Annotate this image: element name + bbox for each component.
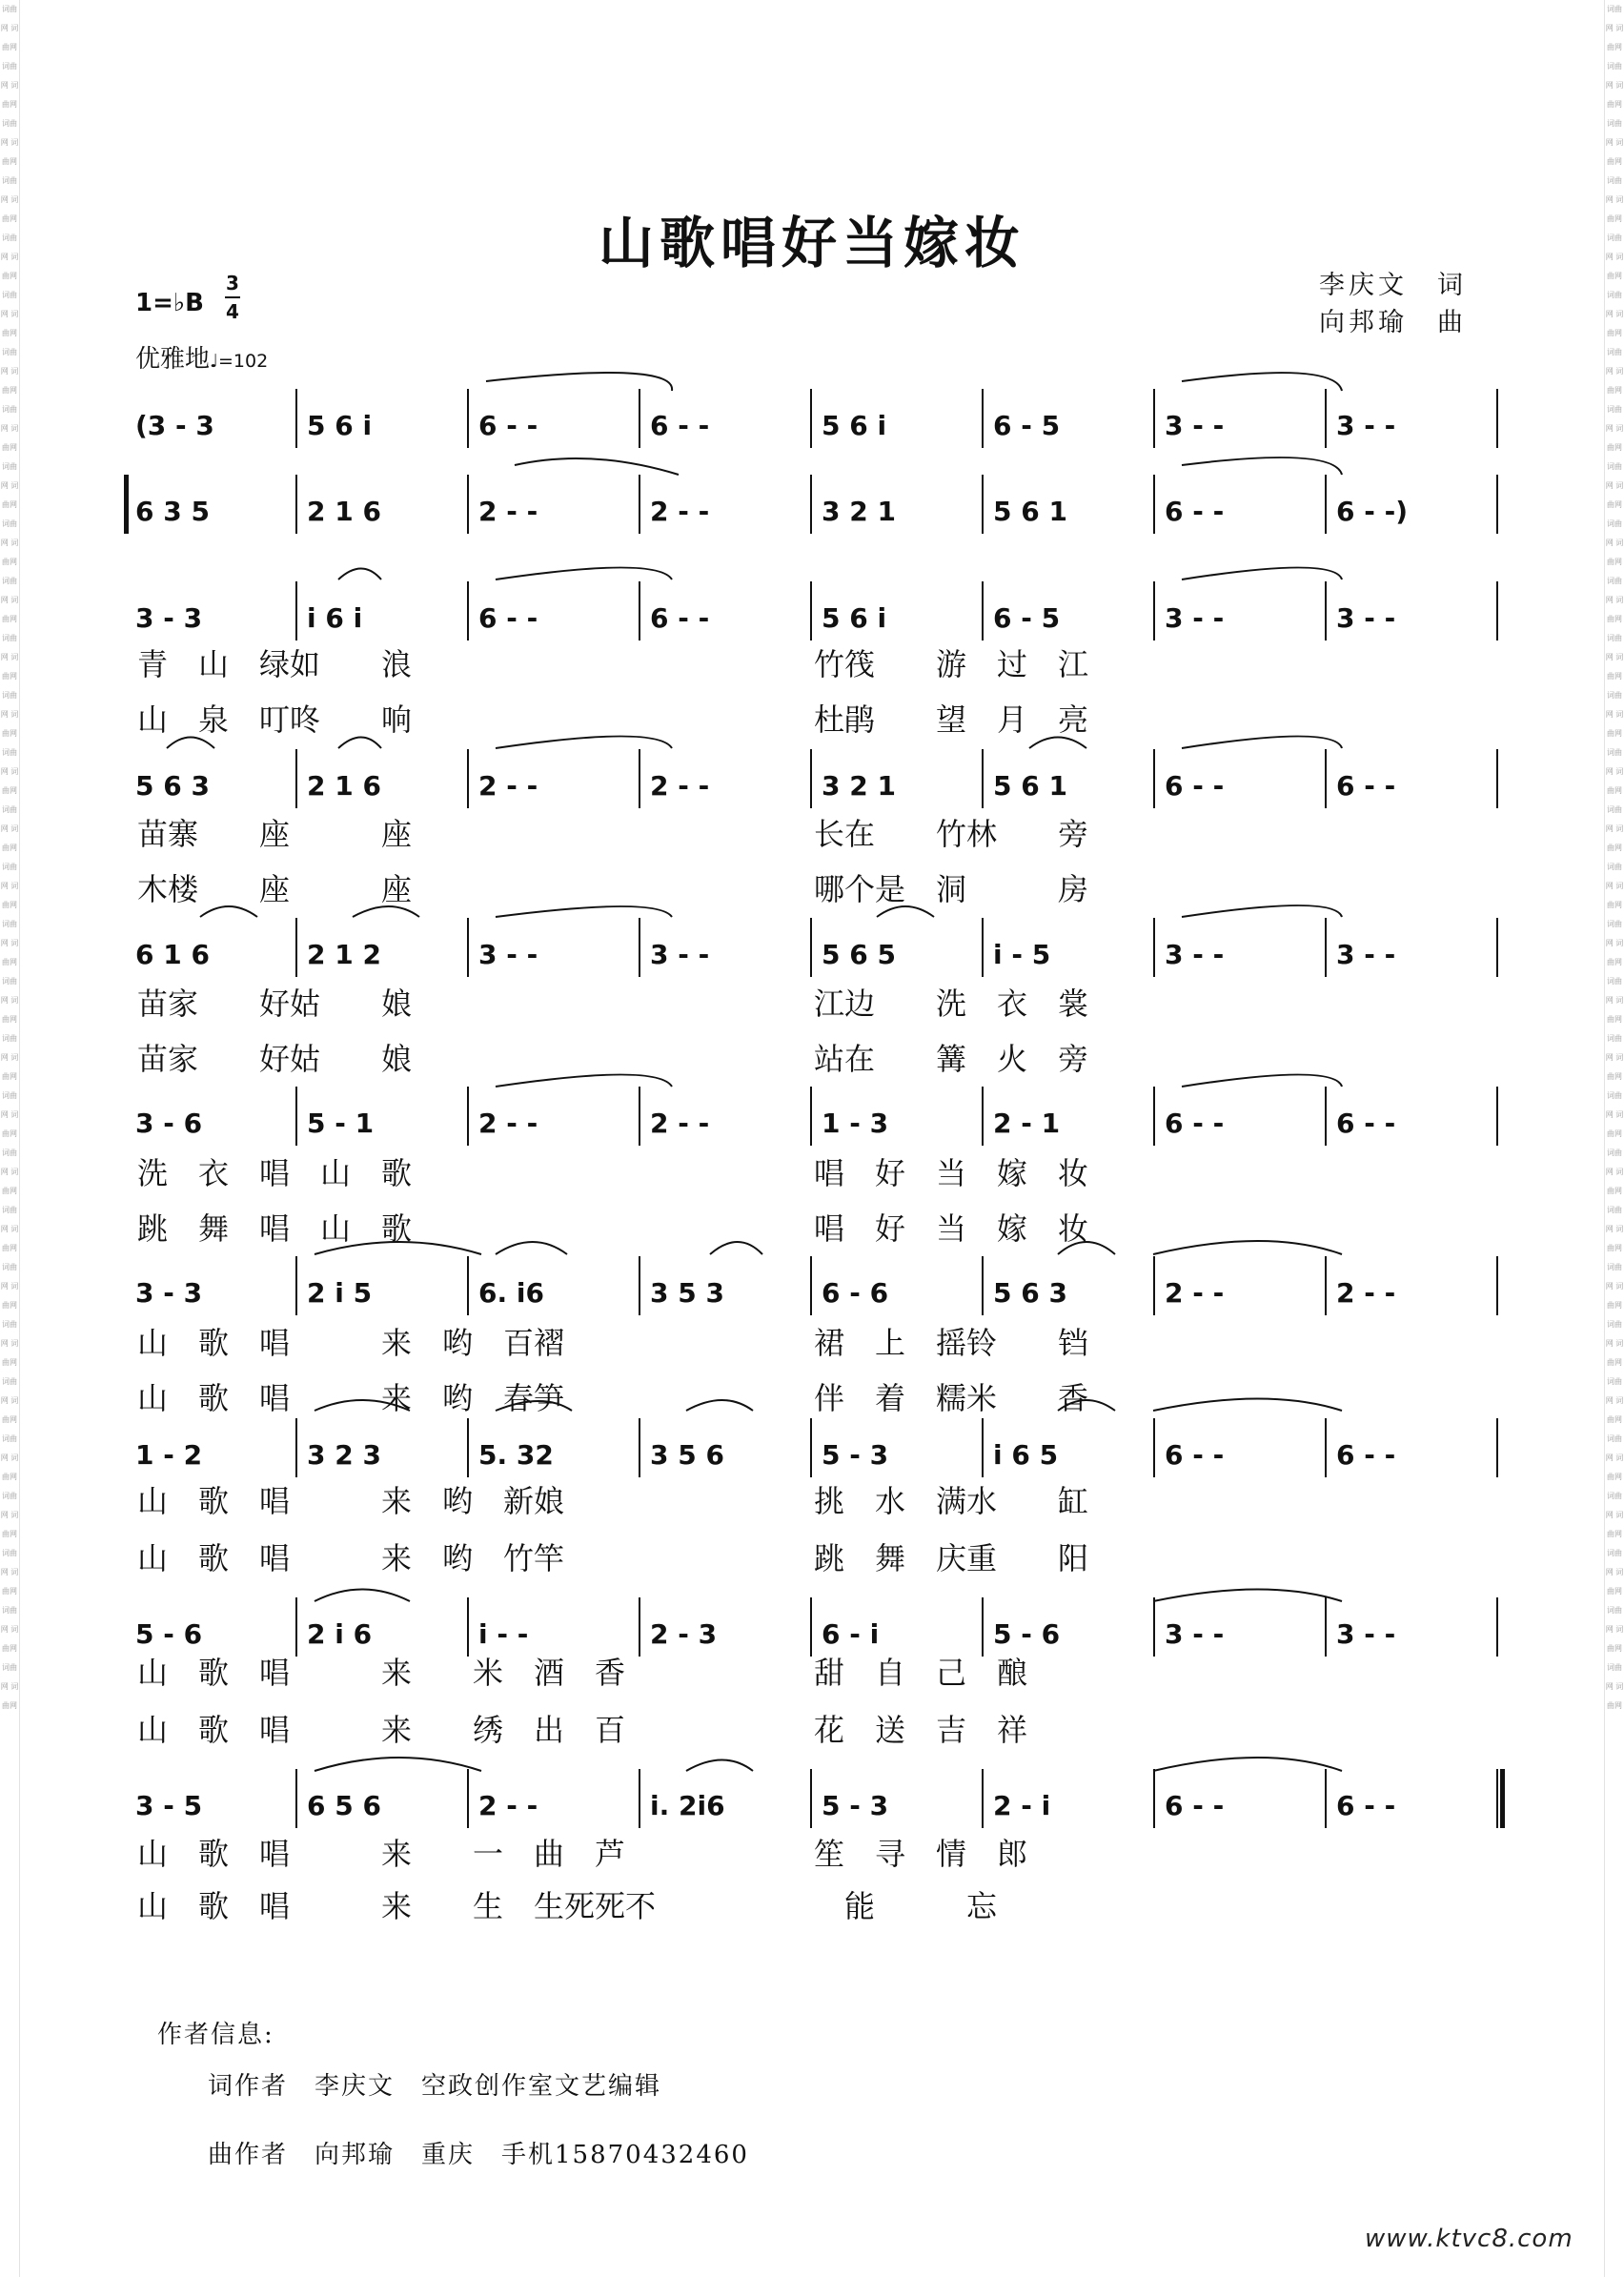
measure-notes: 2 1 2 (307, 939, 381, 970)
bar-line (1496, 389, 1498, 448)
measure-notes: 6. i6 (478, 1277, 544, 1309)
bar-line (1496, 581, 1498, 640)
bar-line (810, 1256, 812, 1315)
measure-notes: 6 - - (1336, 1439, 1396, 1471)
lyric-segment: 山 歌 唱 来 米 酒 香 (137, 1655, 626, 1691)
bar-line (467, 389, 469, 448)
measure-notes: 3 2 1 (822, 770, 896, 802)
measure-notes: 3 - - (1336, 410, 1396, 441)
bar-line (1325, 1087, 1327, 1146)
measure-notes: 3 - 5 (135, 1790, 203, 1821)
lyric-segment: 唱 好 当 嫁 妆 (814, 1210, 1089, 1247)
site-watermark: www.ktvc8.com (1365, 2225, 1573, 2253)
lyric-segment: 长在 竹林 旁 (814, 816, 1089, 852)
bar-line (810, 1418, 812, 1477)
lyric-line (124, 1319, 1496, 1359)
bar-line (295, 1769, 297, 1828)
bar-line (639, 1418, 640, 1477)
measure-notes: 5 - 6 (135, 1618, 203, 1650)
bar-line (810, 389, 812, 448)
score-row (124, 389, 1496, 456)
lyric-line (124, 640, 1496, 681)
measure-notes: 6 - - (1165, 1108, 1225, 1139)
lyric-line (124, 1205, 1496, 1245)
bar-line (295, 749, 297, 808)
measure-notes: 3 - - (1336, 1618, 1396, 1650)
bar-line (982, 1256, 984, 1315)
measure-notes: i - - (478, 1618, 529, 1650)
lyric-line (124, 1830, 1496, 1870)
bar-line (982, 581, 984, 640)
bar-line (1325, 581, 1327, 640)
measure-notes: 2 i 5 (307, 1277, 373, 1309)
bar-line (1325, 389, 1327, 448)
bar-line (639, 475, 640, 534)
measure-notes: 2 - i (993, 1790, 1051, 1821)
lyric-line (124, 1149, 1496, 1189)
bar-line (639, 918, 640, 977)
lyric-segment: 山 歌 唱 来 哟 竹竿 (137, 1540, 565, 1576)
measure-notes: 3 - 3 (135, 602, 203, 634)
measure-notes: 6 - - (1165, 1790, 1225, 1821)
measure-notes: i. 2i6 (650, 1790, 725, 1821)
lyric-line (124, 810, 1496, 850)
composer-info-line: 曲作者 向邦瑜 重庆 手机15870432460 (208, 2141, 749, 2169)
bar-line (1153, 581, 1155, 640)
measure-notes: 6 - - (1165, 496, 1225, 527)
measure-notes: 2 - - (478, 1108, 538, 1139)
bar-line (639, 1256, 640, 1315)
bar-line (1153, 389, 1155, 448)
lyric-segment: 裙 上 摇铃 铛 (814, 1325, 1089, 1361)
bar-line (982, 918, 984, 977)
lyric-line (124, 1035, 1496, 1075)
bar-line (1325, 1597, 1327, 1657)
lyric-segment: 苗寨 座 座 (137, 816, 413, 852)
bar-line (1325, 749, 1327, 808)
measure-notes: 3 - - (1336, 602, 1396, 634)
bar-line (982, 749, 984, 808)
bar-line (982, 1418, 984, 1477)
lyric-segment: 笙 寻 情 郎 (814, 1836, 1028, 1872)
measure-notes: i - 5 (993, 939, 1051, 970)
bar-line (1153, 475, 1155, 534)
lyric-segment: 站在 篝 火 旁 (814, 1041, 1089, 1077)
lyric-line (124, 1882, 1496, 1922)
bar-line (982, 1769, 984, 1828)
left-watermark-strip: 词曲网 词曲网 词曲网 词曲网 词曲网 词曲网 词曲网 词曲网 词曲网 词曲网 词曲网 词曲网 词曲网 词曲网 词曲网 词曲网 词曲网 词曲网 词曲网 词曲网 词曲网 词曲网 词曲网 词曲网 词曲网 词曲网 词曲网 词曲网 词曲网 词曲网 词曲网 词曲网 词曲网 词曲网 词曲网 词曲网 词曲网 词曲网 词曲网 词曲网 词曲网 词曲网 词曲网 词曲网 词曲网 词曲网 词曲网 词曲网 词曲网 词曲网 词曲网 词曲网 词曲网 词曲网 词曲网 词曲网 词曲网 词曲网 词曲网 词曲网 (0, 0, 20, 2277)
measure-notes: 3 - - (1165, 602, 1225, 634)
bar-line (810, 475, 812, 534)
bar-line (295, 475, 297, 534)
measure-notes: 2 - - (478, 496, 538, 527)
measure-notes: 1 - 3 (822, 1108, 889, 1139)
bar-line (1496, 1597, 1498, 1657)
measure-notes: (3 - 3 (135, 410, 214, 441)
lyric-line (124, 1374, 1496, 1414)
lyric-segment: 山 歌 唱 来 哟 百褶 (137, 1325, 565, 1361)
bar-line (810, 918, 812, 977)
lyric-segment: 竹筏 游 过 江 (814, 646, 1089, 682)
bar-line (467, 475, 469, 534)
lyric-segment: 唱 好 当 嫁 妆 (814, 1155, 1089, 1191)
measure-notes: 3 2 3 (307, 1439, 381, 1471)
bar-line (639, 581, 640, 640)
lyric-line (124, 865, 1496, 905)
measure-notes: 2 - - (650, 770, 710, 802)
lyric-segment: 花 送 吉 祥 (814, 1712, 1028, 1748)
measure-notes: 2 - - (1336, 1277, 1396, 1309)
bar-line (1325, 1418, 1327, 1477)
bar-line (982, 1087, 984, 1146)
bar-line (467, 1597, 469, 1657)
bar-line (295, 1597, 297, 1657)
measure-notes: 5 6 3 (135, 770, 210, 802)
bar-line (639, 389, 640, 448)
repeat-bar (124, 475, 129, 534)
bar-line (467, 1418, 469, 1477)
bar-line (639, 1087, 640, 1146)
bar-line (639, 749, 640, 808)
composer-credit: 向邦瑜 曲 (1319, 308, 1467, 337)
bar-line (1496, 749, 1498, 808)
measure-notes: 5 6 1 (993, 496, 1067, 527)
measure-notes: 5. 32 (478, 1439, 554, 1471)
lyric-line (124, 1535, 1496, 1575)
bar-line (1496, 1769, 1498, 1828)
bar-line (467, 749, 469, 808)
bar-line (295, 918, 297, 977)
lyric-line (124, 980, 1496, 1020)
measure-notes: 2 - - (478, 1790, 538, 1821)
measure-notes: 5 6 i (822, 602, 887, 634)
bar-line (1325, 918, 1327, 977)
lyric-segment: 跳 舞 庆重 阳 (814, 1540, 1089, 1576)
bar-line (810, 1087, 812, 1146)
lyric-segment: 江边 洗 衣 裳 (814, 986, 1089, 1022)
bar-line (1325, 475, 1327, 534)
bar-line (467, 1769, 469, 1828)
measure-notes: 3 5 3 (650, 1277, 724, 1309)
bar-line (467, 1256, 469, 1315)
bar-line (810, 1597, 812, 1657)
measure-notes: 5 - 3 (822, 1790, 889, 1821)
measure-notes: 6 - - (1336, 1108, 1396, 1139)
lyric-segment: 苗家 好姑 娘 (137, 1041, 413, 1077)
measure-notes: 3 - - (1165, 410, 1225, 441)
measure-notes: 5 6 5 (822, 939, 896, 970)
lyric-segment: 挑 水 满水 缸 (814, 1483, 1089, 1519)
score-row (124, 918, 1496, 985)
measure-notes: 3 - - (1165, 1618, 1225, 1650)
bar-line (1325, 1769, 1327, 1828)
bar-line (810, 749, 812, 808)
measure-notes: 3 - - (1165, 939, 1225, 970)
bar-line (639, 1597, 640, 1657)
bar-line (1153, 1256, 1155, 1315)
measure-notes: 2 - - (478, 770, 538, 802)
measure-notes: i 6 i (307, 602, 363, 634)
bar-line (295, 1256, 297, 1315)
score-row (124, 749, 1496, 816)
measure-notes: 6 - - (1336, 770, 1396, 802)
measure-notes: 2 - 1 (993, 1108, 1061, 1139)
meter-top: 3 (226, 272, 239, 295)
song-title: 山歌唱好当嫁妆 (598, 211, 1025, 275)
lyric-segment: 青 山 绿如 浪 (137, 646, 413, 682)
bar-line (467, 581, 469, 640)
measure-notes: 6 - - (650, 602, 710, 634)
bar-line (1153, 1597, 1155, 1657)
key-signature: 1=♭B (135, 289, 204, 317)
author-info-heading: 作者信息: (157, 2021, 274, 2049)
bar-line (1153, 918, 1155, 977)
lyric-segment: 山 泉 叮咚 响 (137, 701, 413, 738)
bar-line (467, 918, 469, 977)
tempo-value: ♩=102 (210, 351, 269, 372)
measure-notes: 5 6 i (307, 410, 373, 441)
score-row (124, 1256, 1496, 1323)
lyric-segment: 洗 衣 唱 山 歌 (137, 1155, 413, 1191)
bar-line (810, 1769, 812, 1828)
measure-notes: 2 - - (650, 1108, 710, 1139)
measure-notes: 5 6 1 (993, 770, 1067, 802)
measure-notes: 6 - - (1165, 1439, 1225, 1471)
bar-line (1153, 1769, 1155, 1828)
lyric-segment: 山 歌 唱 来 生 生死死不 (137, 1888, 657, 1924)
measure-notes: 5 - 3 (822, 1439, 889, 1471)
right-watermark-strip: 词曲网 词曲网 词曲网 词曲网 词曲网 词曲网 词曲网 词曲网 词曲网 词曲网 词曲网 词曲网 词曲网 词曲网 词曲网 词曲网 词曲网 词曲网 词曲网 词曲网 词曲网 词曲网 词曲网 词曲网 词曲网 词曲网 词曲网 词曲网 词曲网 词曲网 词曲网 词曲网 词曲网 词曲网 词曲网 词曲网 词曲网 词曲网 词曲网 词曲网 词曲网 词曲网 词曲网 词曲网 词曲网 词曲网 词曲网 词曲网 词曲网 词曲网 词曲网 词曲网 词曲网 词曲网 词曲网 词曲网 词曲网 词曲网 词曲网 词曲网 (1604, 0, 1624, 2277)
measure-notes: 3 5 6 (650, 1439, 724, 1471)
measure-notes: 6 - - (478, 410, 538, 441)
measure-notes: 6 - -) (1336, 496, 1409, 527)
bar-line (295, 1087, 297, 1146)
measure-notes: 2 - 3 (650, 1618, 718, 1650)
measure-notes: 6 - i (822, 1618, 880, 1650)
bar-line (1496, 475, 1498, 534)
tempo-marking (135, 339, 268, 375)
measure-notes: i 6 5 (993, 1439, 1059, 1471)
measure-notes: 2 1 6 (307, 770, 381, 802)
measure-notes: 6 - - (1336, 1790, 1396, 1821)
lyric-line (124, 1649, 1496, 1689)
bar-line (295, 389, 297, 448)
lyric-segment: 能 忘 (814, 1888, 998, 1924)
score-row (124, 475, 1496, 541)
lyricist-credit: 李庆文 词 (1319, 271, 1467, 300)
bar-line (1496, 1087, 1498, 1146)
measure-notes: 2 - - (1165, 1277, 1225, 1309)
bar-line (295, 581, 297, 640)
measure-notes: 5 - 1 (307, 1108, 375, 1139)
lyric-line (124, 1706, 1496, 1746)
measure-notes: 5 6 i (822, 410, 887, 441)
measure-notes: 3 - - (1336, 939, 1396, 970)
measure-notes: 6 - 5 (993, 602, 1061, 634)
measure-notes: 3 - 6 (135, 1108, 203, 1139)
measure-notes: 5 6 3 (993, 1277, 1067, 1309)
bar-line (982, 389, 984, 448)
measure-notes: 2 i 6 (307, 1618, 373, 1650)
bar-line (1496, 1418, 1498, 1477)
lyric-segment: 山 歌 唱 来 一 曲 芦 (137, 1836, 626, 1872)
tempo-text: 优雅地 (135, 345, 211, 374)
bar-line (810, 581, 812, 640)
measure-notes: 6 - 6 (822, 1277, 889, 1309)
measure-notes: 6 - - (478, 602, 538, 634)
bar-line (1153, 749, 1155, 808)
bar-line (1496, 1256, 1498, 1315)
bar-line (1325, 1256, 1327, 1315)
score-row (124, 1769, 1496, 1836)
score-row (124, 1087, 1496, 1153)
measure-notes: 1 - 2 (135, 1439, 203, 1471)
measure-notes: 6 1 6 (135, 939, 210, 970)
bar-line (982, 1597, 984, 1657)
score-row (124, 581, 1496, 648)
measure-notes: 6 3 5 (135, 496, 210, 527)
measure-notes: 6 - - (650, 410, 710, 441)
bar-line (1153, 1087, 1155, 1146)
lyric-segment: 杜鹃 望 月 亮 (814, 701, 1089, 738)
lyric-segment: 哪个是 洞 房 (814, 871, 1089, 907)
lyric-segment: 跳 舞 唱 山 歌 (137, 1210, 413, 1247)
lyric-segment: 苗家 好姑 娘 (137, 986, 413, 1022)
measure-notes: 6 - - (1165, 770, 1225, 802)
lyricist-info-line: 词作者 李庆文 空政创作室文艺编辑 (208, 2072, 662, 2101)
bar-line (295, 1418, 297, 1477)
measure-notes: 6 - 5 (993, 410, 1061, 441)
lyric-segment: 伴 着 糯米 香 (814, 1380, 1089, 1416)
lyric-line (124, 696, 1496, 736)
bar-line (639, 1769, 640, 1828)
bar-line (467, 1087, 469, 1146)
measure-notes: 3 - - (650, 939, 710, 970)
measure-notes: 3 2 1 (822, 496, 896, 527)
measure-notes: 3 - - (478, 939, 538, 970)
repeat-bar (1500, 1769, 1505, 1828)
measure-notes: 5 - 6 (993, 1618, 1061, 1650)
bar-line (982, 475, 984, 534)
lyric-segment: 山 歌 唱 来 哟 春笋 (137, 1380, 565, 1416)
lyric-line (124, 1477, 1496, 1517)
time-signature (225, 270, 240, 325)
measure-notes: 3 - 3 (135, 1277, 203, 1309)
measure-notes: 6 5 6 (307, 1790, 381, 1821)
bar-line (1153, 1418, 1155, 1477)
bar-line (1496, 918, 1498, 977)
measure-notes: 2 1 6 (307, 496, 381, 527)
lyric-segment: 山 歌 唱 来 哟 新娘 (137, 1483, 565, 1519)
measure-notes: 2 - - (650, 496, 710, 527)
lyric-segment: 山 歌 唱 来 绣 出 百 (137, 1712, 626, 1748)
score-row (124, 1418, 1496, 1485)
lyric-segment: 甜 自 己 酿 (814, 1655, 1028, 1691)
lyric-segment: 木楼 座 座 (137, 871, 413, 907)
meter-bottom: 4 (226, 300, 239, 323)
